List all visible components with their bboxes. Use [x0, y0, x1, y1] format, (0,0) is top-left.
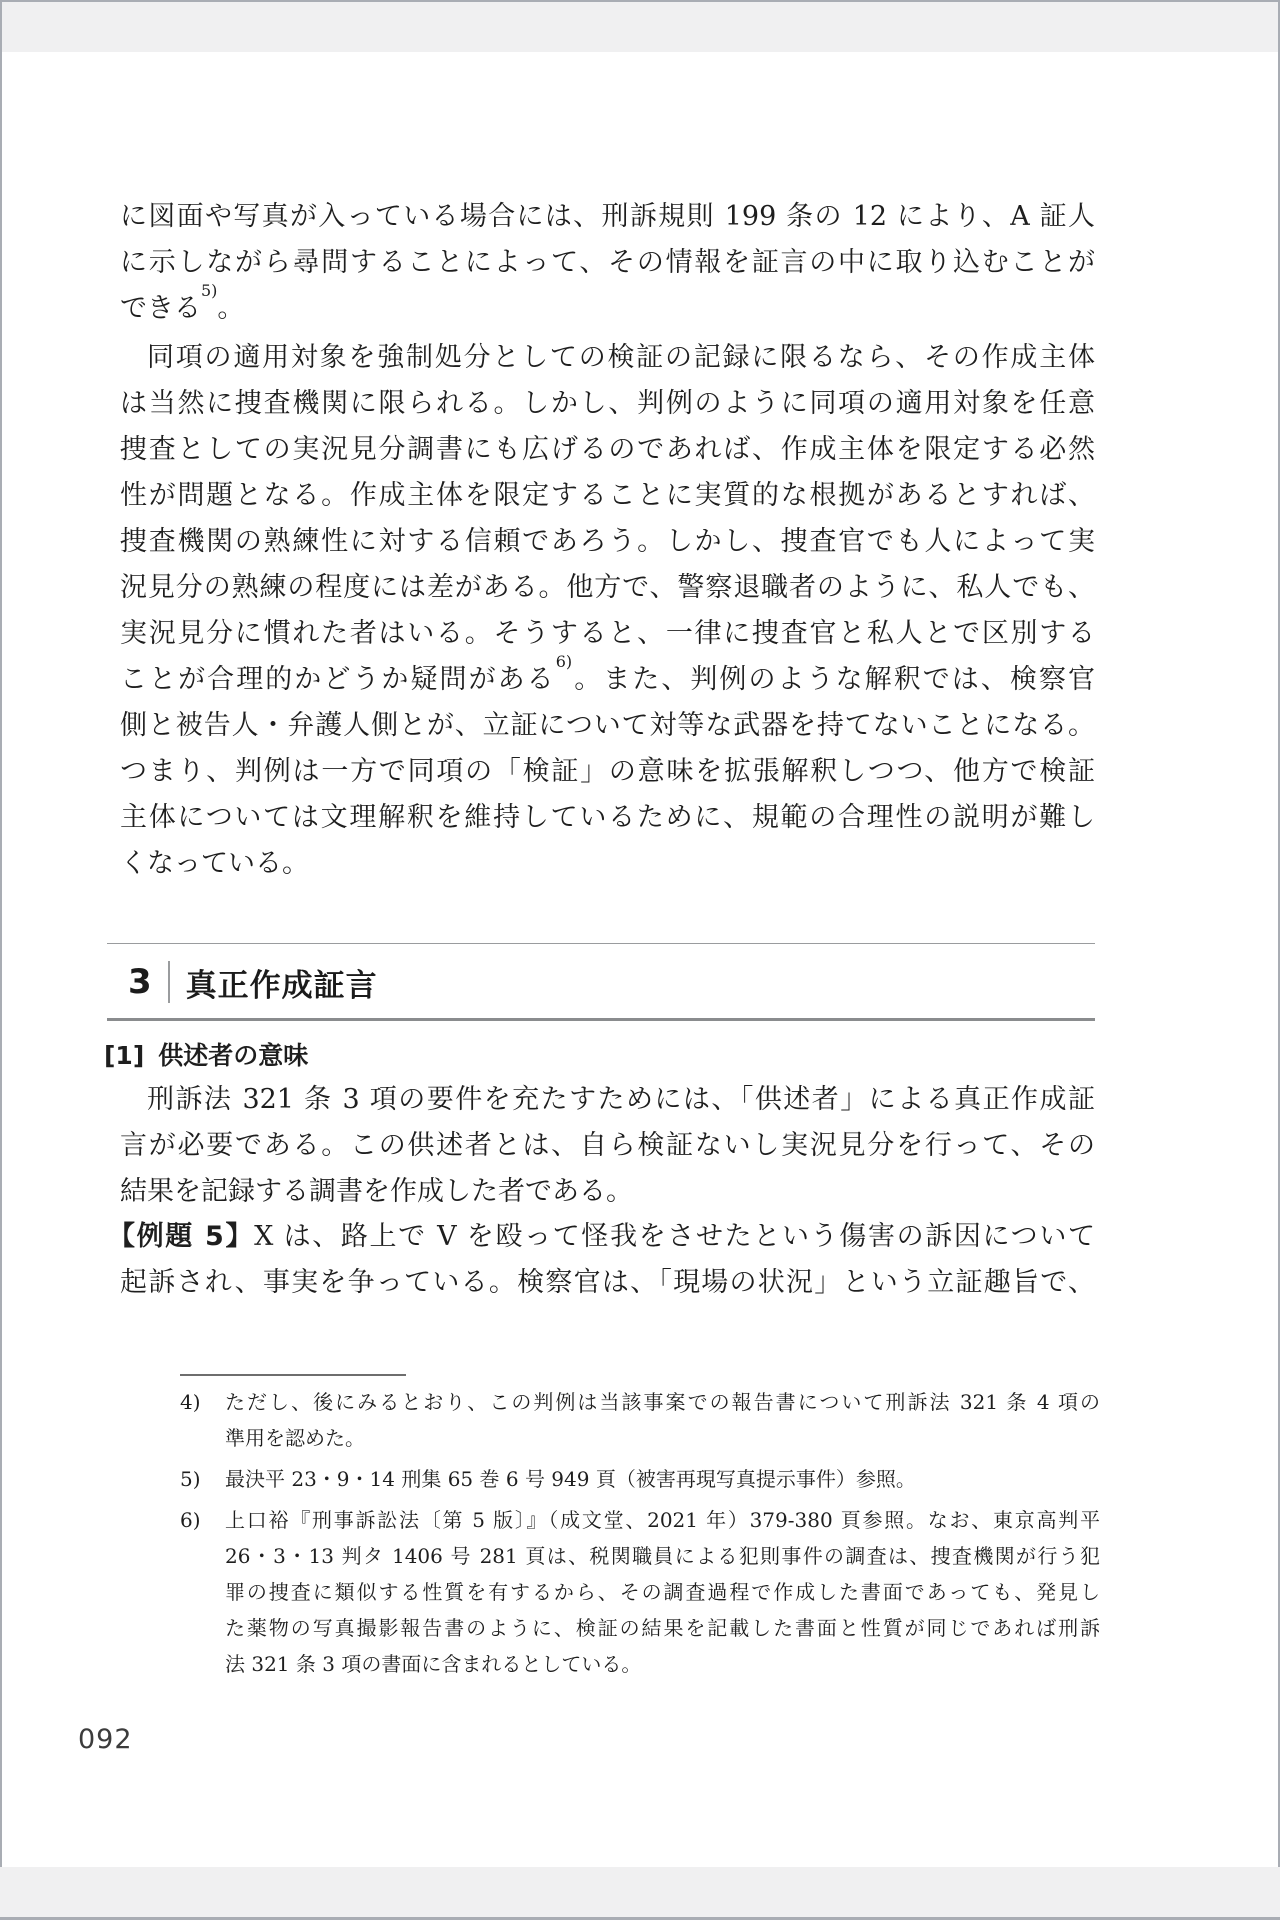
footnote-5: [180, 1461, 1100, 1497]
section-rule-bottom: [107, 1018, 1095, 1021]
paragraph-3: [120, 1077, 1095, 1215]
footnote-text: [225, 1384, 1100, 1456]
section-number: 3: [128, 962, 152, 1002]
text-line: ただし、後にみるとおり、この判例は当該事案での報告書について刑訴法 321 条 4 項の: [225, 1390, 1100, 1414]
footnote-number: 6): [180, 1508, 201, 1532]
top-margin-band: [0, 0, 1280, 52]
text-line: くなっている。: [120, 848, 309, 879]
text-line: 主体については文理解釈を維持しているために、規範の合理性の説明が難し: [120, 802, 1095, 833]
section-title: 真正作成証言: [185, 967, 378, 1004]
footnote-4: [180, 1384, 1100, 1456]
text-line: 26・3・13 判タ 1406 号 281 頁は、税関職員による犯則事件の調査は、捜査機関が行う犯: [225, 1544, 1100, 1568]
text-line: [108, 1214, 1095, 1260]
footnote-ref-5: 5): [201, 281, 218, 300]
text-line: 罪の捜査に類似する性質を有するから、その調査過程で作成した書面であっても、発見し: [225, 1580, 1100, 1604]
footnote-separator: [180, 1374, 406, 1376]
text-segment: できる: [120, 293, 201, 324]
text-line: 言が必要である。この供述者とは、自ら検証ないし実況見分を行って、その: [120, 1130, 1095, 1161]
footnotes: [180, 1384, 1100, 1687]
text-line: つまり、判例は一方で同項の「検証」の意味を拡張解釈しつつ、他方で検証: [120, 756, 1095, 787]
text-line: 準用を認めた。: [225, 1426, 365, 1450]
section-rule-top: [107, 943, 1095, 944]
page-number: 092: [78, 1724, 133, 1755]
paragraph-1: [120, 194, 1095, 332]
text-segment: X は、路上で V を殴って怪我をさせたという傷害の訴因について: [254, 1221, 1095, 1252]
footnote-number: 5): [180, 1467, 201, 1491]
example-5-block: [108, 1214, 1095, 1260]
text-line: 況見分の熟練の程度には差がある。他方で、警察退職者のように、私人でも、: [120, 572, 1095, 603]
text-segment: 。: [217, 293, 245, 324]
footnote-ref-6: 6): [555, 652, 573, 671]
text-line: 同項の適用対象を強制処分としての検証の記録に限るなら、その作成主体: [147, 342, 1095, 373]
text-line: 最決平 23・9・14 刑集 65 巻 6 号 949 頁（被害再現写真提示事件）参照。: [225, 1467, 916, 1491]
text-line: 起訴され、事実を争っている。検察官は、「現場の状況」という立証趣旨で、: [120, 1267, 1095, 1298]
example-label: 【例題 5】: [108, 1221, 255, 1252]
text-line: [120, 281, 1095, 332]
footnote-text: [225, 1502, 1100, 1682]
text-line: た薬物の写真撮影報告書のように、検証の結果を記載した書面と性質が同じであれば刑訴: [225, 1616, 1100, 1640]
example-5-line2: [120, 1260, 1095, 1306]
bottom-margin-band: [0, 1867, 1280, 1920]
text-line: 結果を記録する調書を作成した者である。: [120, 1176, 633, 1207]
text-line: 実況見分に慣れた者はいる。そうすると、一律に捜査官と私人とで区別する: [120, 618, 1095, 649]
footnote-6: [180, 1502, 1100, 1682]
left-edge-line: [0, 0, 2, 1920]
subsection-title: 供述者の意味: [158, 1041, 309, 1070]
text-line: に図面や写真が入っている場合には、刑訴規則 199 条の 12 により、A 証人: [120, 201, 1095, 232]
text-line: 側と被告人・弁護人側とが、立証について対等な武器を持てないことになる。: [120, 710, 1095, 741]
text-line: 上口裕『刑事訴訟法〔第 5 版〕』（成文堂、2021 年）379-380 頁参照。なお、東京高判平: [225, 1508, 1100, 1532]
subsection-label: [1]: [104, 1041, 145, 1070]
text-line: は当然に捜査機関に限られる。しかし、判例のように同項の適用対象を任意: [120, 388, 1095, 419]
section-heading: [128, 956, 378, 1008]
text-segment: 。また、判例のような解釈では、検察官: [572, 664, 1096, 695]
text-line: 性が問題となる。作成主体を限定することに実質的な根拠があるとすれば、: [120, 480, 1095, 511]
text-line: 法 321 条 3 項の書面に含まれるとしている。: [225, 1652, 642, 1676]
text-line: 捜査としての実況見分調書にも広げるのであれば、作成主体を限定する必然: [120, 434, 1095, 465]
footnote-number: 4): [180, 1390, 201, 1414]
text-line: 捜査機関の熟練性に対する信頼であろう。しかし、捜査官でも人によって実: [120, 526, 1095, 557]
text-segment: ことが合理的かどうか疑問がある: [120, 664, 556, 695]
footnote-text: [225, 1461, 1100, 1497]
paragraph-2: [120, 335, 1095, 887]
section-divider: [168, 961, 170, 1003]
subsection-heading: [104, 1038, 308, 1074]
text-line: に示しながら尋問することによって、その情報を証言の中に取り込むことが: [120, 247, 1095, 278]
text-line: [120, 652, 1096, 703]
text-line: 刑訴法 321 条 3 項の要件を充たすためには、「供述者」による真正作成証: [147, 1084, 1095, 1115]
